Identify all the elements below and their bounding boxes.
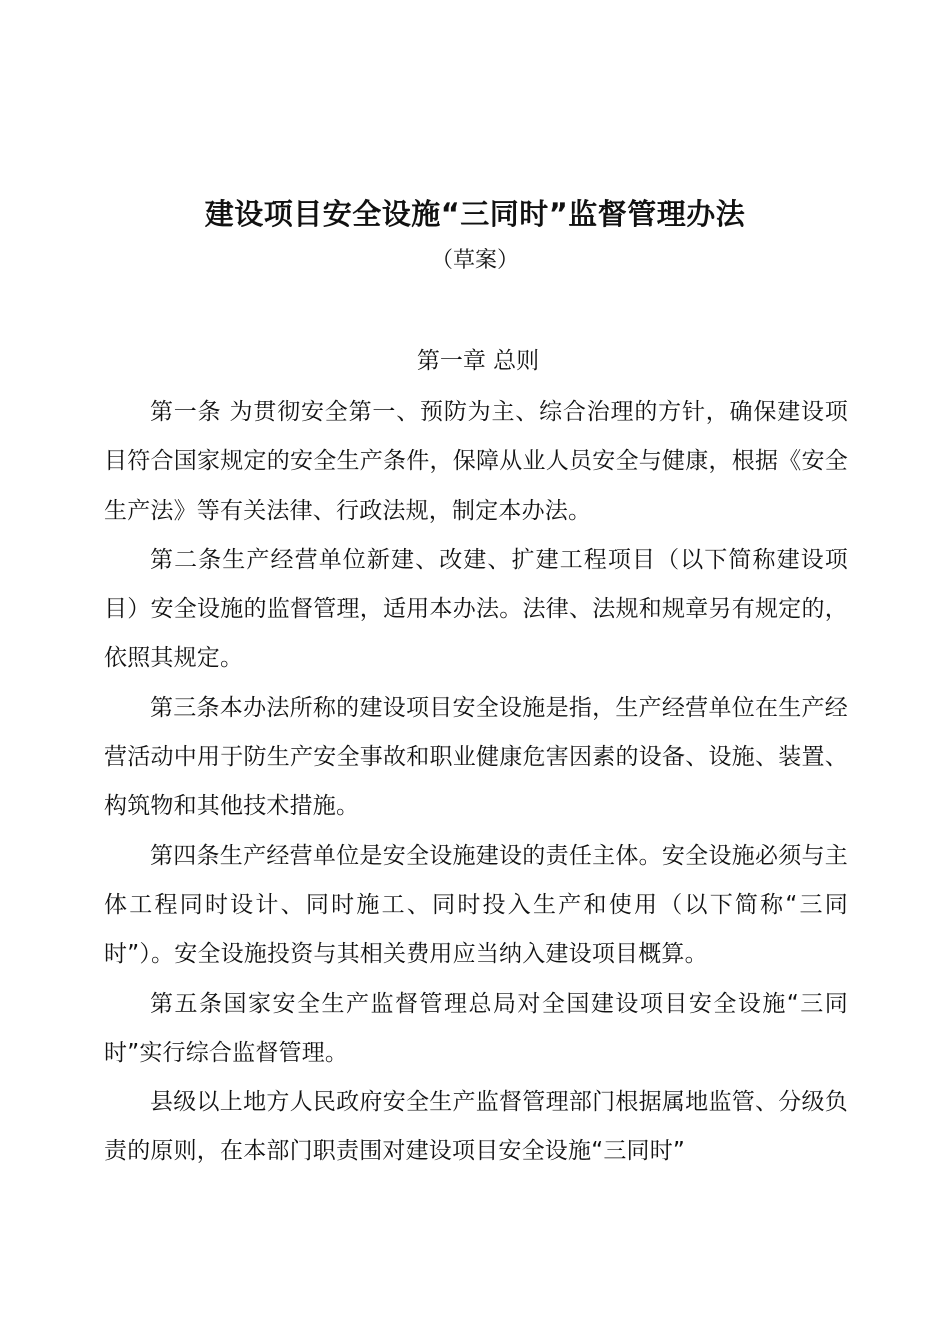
article-4-paragraph: 第四条生产经营单位是安全设施建设的责任主体。安全设施必须与主体工程同时设计、同时施工、同时投入生产和使用（以下简称“三同时”）。安全设施投资与其相关费用应当纳入建设项目概算。 bbox=[104, 842, 848, 968]
article-5-paragraph: 第五条国家安全生产监督管理总局对全国建设项目安全设施“三同时”实行综合监督管理。 bbox=[104, 990, 848, 1066]
article-1-paragraph: 第一条 为贯彻安全第一、预防为主、综合治理的方针，确保建设项目符合国家规定的安全生产条件，保障从业人员安全与健康，根据《安全生产法》等有关法律、行政法规，制定本办法。 bbox=[104, 399, 848, 524]
article-2-paragraph: 第二条生产经营单位新建、改建、扩建工程项目（以下简称建设项目）安全设施的监督管理，适用本办法。法律、法规和规章另有规定的，依照其规定。 bbox=[104, 546, 848, 672]
article-5-continuation-paragraph: 县级以上地方人民政府安全生产监督管理部门根据属地监管、分级负责的原则，在本部门职责围对建设项目安全设施“三同时” bbox=[104, 1089, 848, 1165]
chapter-heading: 第一章 总则 bbox=[416, 348, 540, 374]
document-title: 建设项目安全设施“三同时”监督管理办法 bbox=[204, 197, 746, 231]
body-text bbox=[104, 388, 848, 1177]
document-subtitle: （草案） bbox=[430, 248, 519, 273]
article-3-paragraph: 第三条本办法所称的建设项目安全设施是指，生产经营单位在生产经营活动中用于防生产安全事故和职业健康危害因素的设备、设施、装置、构筑物和其他技术措施。 bbox=[104, 694, 848, 820]
